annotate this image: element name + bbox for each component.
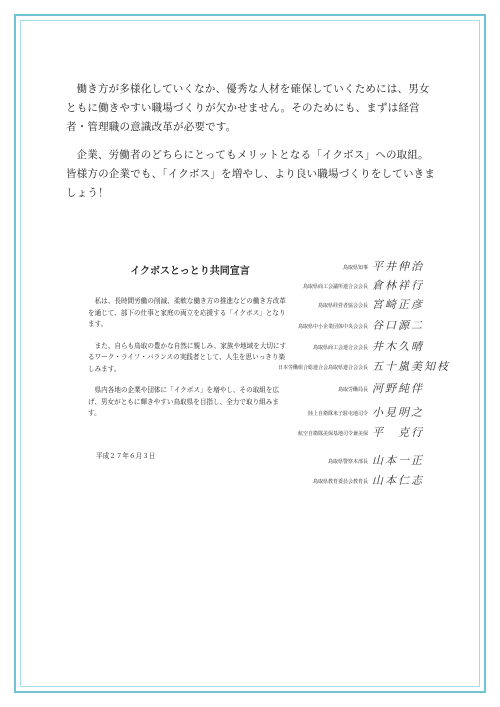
- signatory-signature: 山本一正: [372, 454, 424, 467]
- signatory-org: 航空自衛隊美保基地司令兼美保: [297, 431, 368, 437]
- intro-paragraph: 働き方が多様化していくなか、優秀な人材を確保していくためには、男女ともに働きやすい職場づくりが欠かせません。そのためにも、まずは経営者・管理職の意識改革が必要です。: [66, 83, 430, 133]
- declaration-title: イクボスとっとり共同宣言: [130, 266, 250, 277]
- signatory-row: [276, 380, 476, 400]
- intro-paragraph: 企業、労働者のどちらにとってもメリットとなる「イクボス」への取組。皆様方の企業でも、「イクボス」を増やし、より良い職場づくりをしていきましょう！: [66, 149, 436, 199]
- signatory-signature: 五十嵐美知枝: [372, 360, 450, 373]
- signatory-signature: 山本仁志: [372, 474, 424, 487]
- signatory-row: [276, 404, 476, 424]
- signatory-org: 鳥取県警察本部長: [327, 459, 368, 465]
- declaration-paragraph: 私は、長時間労働の削減、柔軟な働き方の推進などの働き方改革を通じて、部下の仕事と家庭の両立を応援する「イクボス」となります。: [88, 297, 286, 328]
- signatory-row: [276, 296, 476, 316]
- signatory-signature: 宮崎正彦: [372, 298, 424, 311]
- signatory-row: [276, 317, 476, 337]
- signatory-org: 鳥取県経営者協会会長: [317, 303, 368, 309]
- signatory-org: 陸上自衛隊米子駐屯地司令: [307, 411, 368, 417]
- signatory-signature: 平 克行: [372, 426, 424, 439]
- signatory-org: 鳥取県商工会連合会会長: [312, 345, 368, 351]
- declaration-paragraph: 県内各地の企業や団体に「イクボス」を増やし、その取組を広げ、男女がともに輝きやすい鳥取県を目指し、全力で取り組みます。: [88, 386, 280, 417]
- signatory-org: 鳥取県商工会議所連合会会長: [302, 284, 368, 290]
- declaration-body: [88, 296, 288, 430]
- signatory-org: 鳥取県中小企業団体中央会会長: [297, 324, 368, 330]
- signatory-signature: 小見明之: [372, 406, 424, 419]
- signatory-row: [276, 358, 476, 378]
- intro-text: [66, 80, 438, 203]
- signatory-row: [276, 338, 476, 358]
- signatory-row: [276, 277, 476, 297]
- signatory-row: [276, 452, 476, 472]
- signatory-org: 鳥取県教育委員会教育長: [312, 479, 368, 485]
- signatory-row: [276, 472, 476, 492]
- signatory-row: [276, 424, 476, 444]
- declaration-paragraph: また、自らも鳥取の豊かな自然に親しみ、家族や地域を大切にするワーク・ライフ・バランスの実践者として、人生を思いっきり楽しみます。: [88, 341, 287, 373]
- signatory-signature: 平井伸治: [372, 260, 424, 273]
- signatory-org: 日本労働組合総連合会鳥取県連合会会長: [277, 365, 368, 371]
- signatory-org: 鳥取県知事: [342, 265, 368, 271]
- signatory-signature: 河野純伴: [372, 382, 424, 395]
- signatory-row: [276, 258, 476, 278]
- signatory-signature: 井木久晴: [372, 340, 424, 353]
- signatory-signature: 倉林祥行: [372, 279, 424, 292]
- signatory-org: 鳥取労働局長: [337, 387, 368, 393]
- joint-declaration: [80, 258, 466, 498]
- signatory-signature: 谷口源二: [372, 319, 424, 332]
- declaration-date: 平成２７年６月３日: [96, 452, 156, 460]
